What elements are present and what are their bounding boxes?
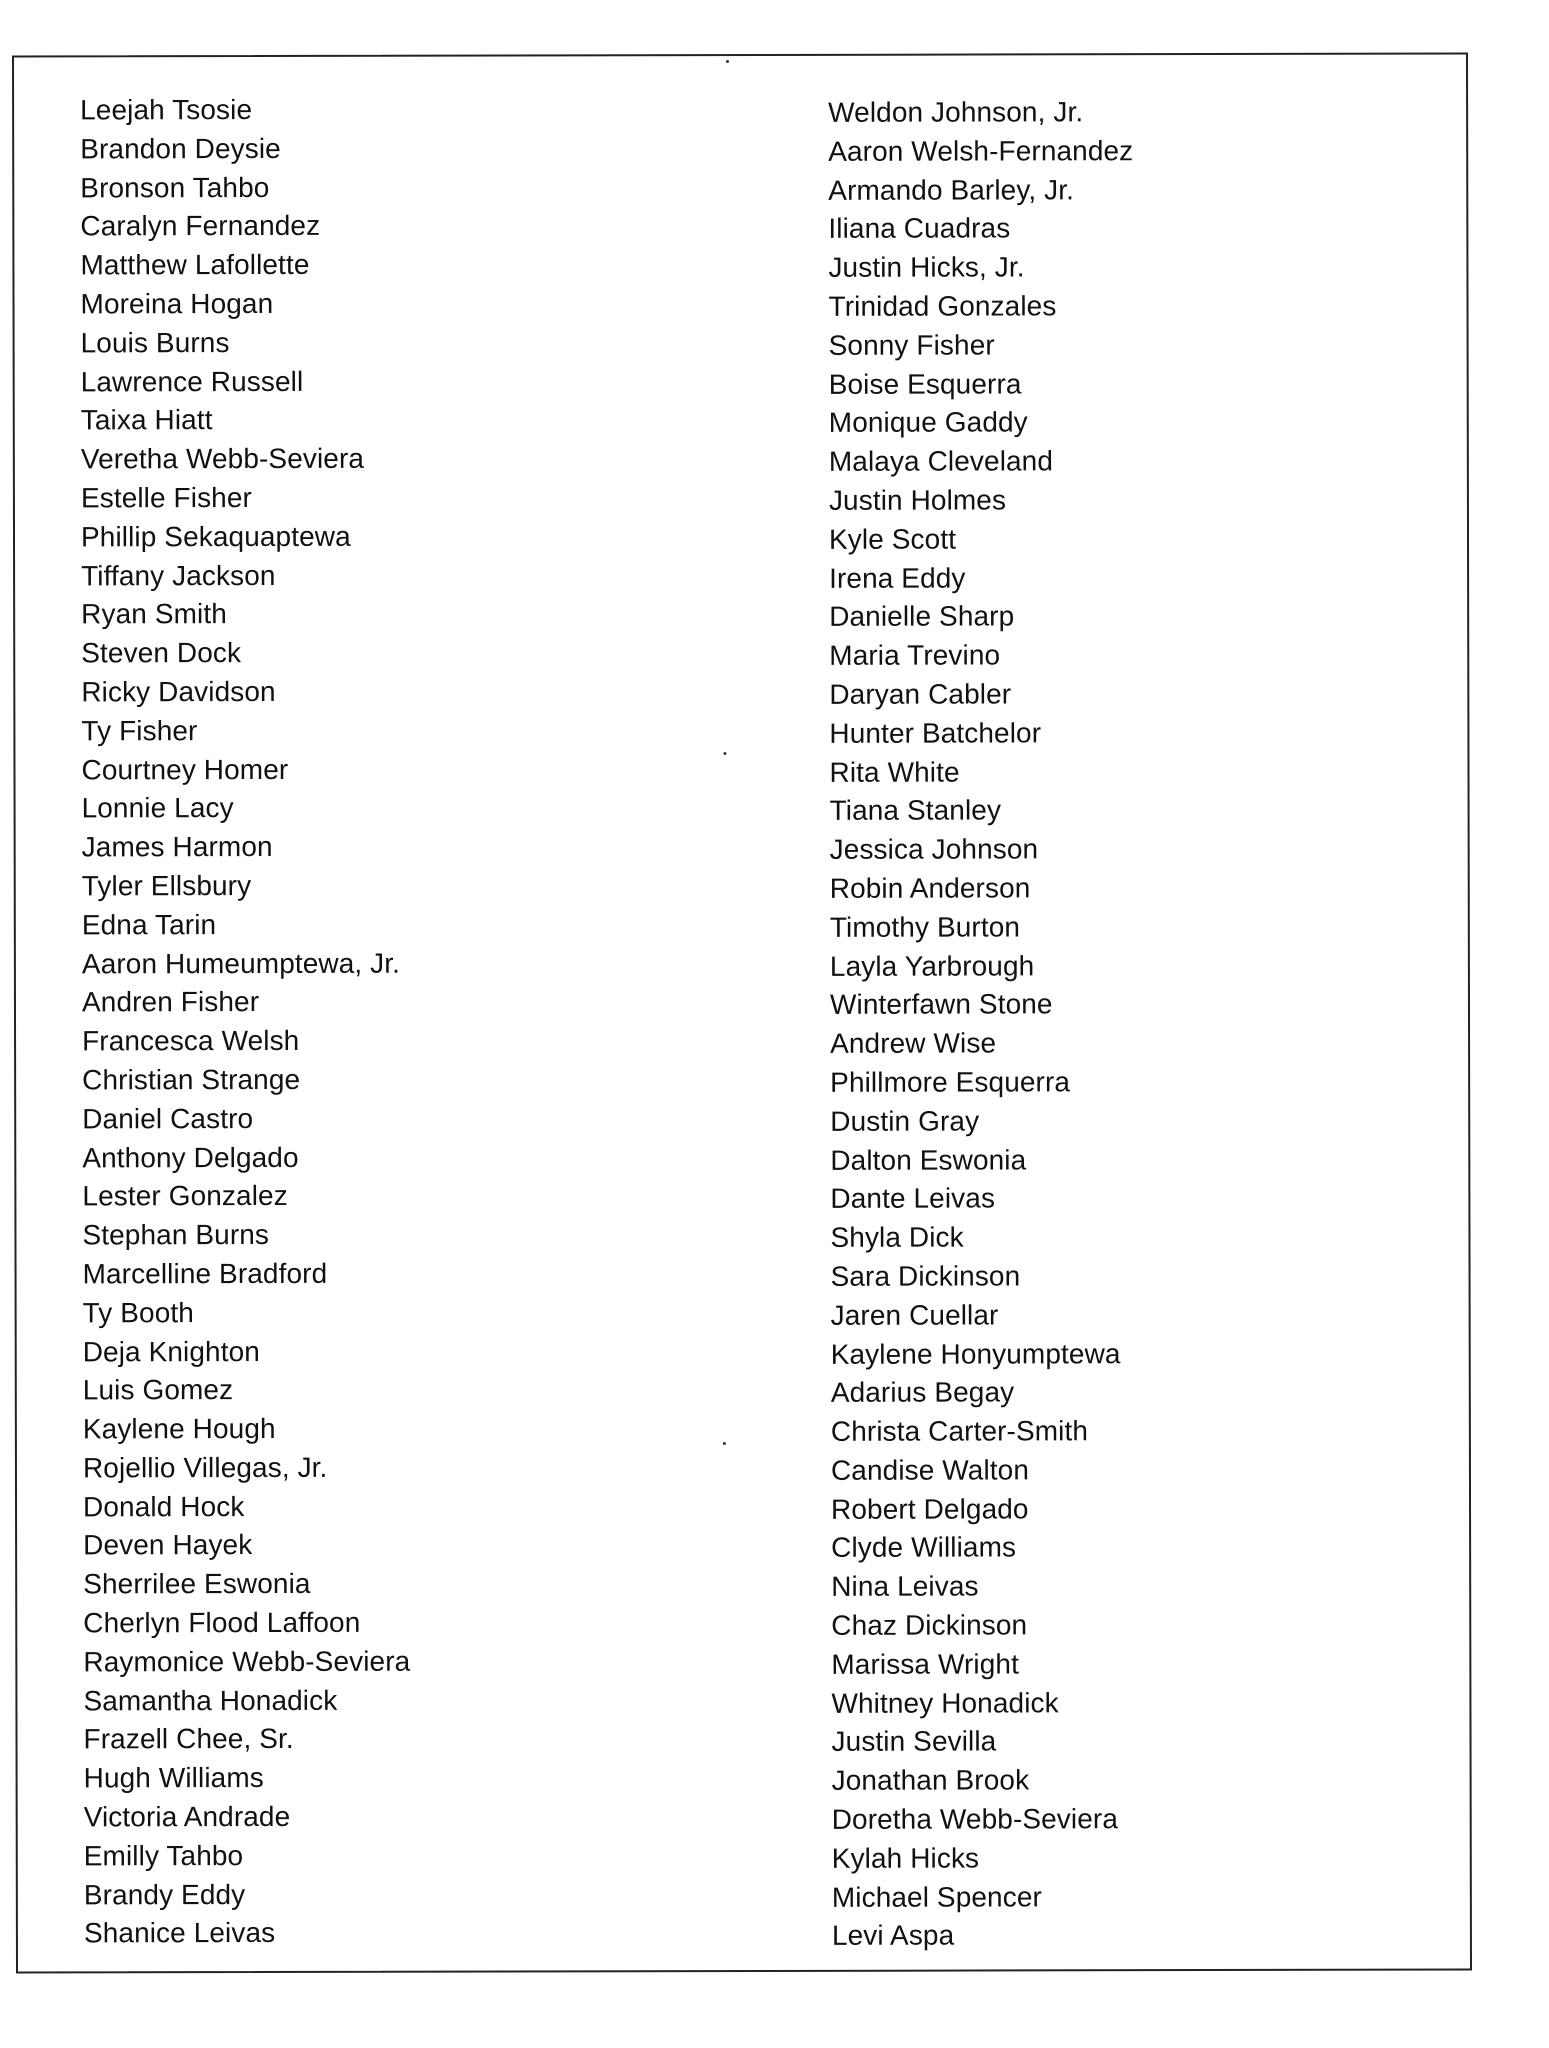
name-entry: Sara Dickinson (830, 1260, 1021, 1292)
name-entry: Donald Hock (82, 1490, 245, 1523)
name-entry: Sonny Fisher (828, 329, 995, 361)
name-entry: Leejah Tsosie (80, 94, 253, 126)
name-entry: Courtney Homer (81, 753, 289, 785)
name-entry: James Harmon (81, 831, 273, 863)
name-entry: Cherlyn Flood Laffoon (83, 1606, 361, 1639)
name-entry: Frazell Chee, Sr. (83, 1723, 294, 1755)
name-column-left (80, 91, 411, 1954)
name-entry: Jaren Cuellar (830, 1299, 999, 1331)
name-entry: Francesca Welsh (82, 1025, 300, 1057)
name-entry: Kaylene Honyumptewa (830, 1337, 1121, 1370)
name-entry: Tyler Ellsbury (81, 869, 252, 902)
name-entry: Samantha Honadick (83, 1684, 338, 1717)
name-entry: Sherrilee Eswonia (83, 1568, 311, 1600)
scan-speck (723, 1442, 726, 1445)
name-entry: Estelle Fisher (80, 481, 252, 514)
name-entry: Ryan Smith (81, 598, 227, 630)
name-entry: Luis Gomez (82, 1374, 234, 1406)
name-entry: Timothy Burton (829, 911, 1021, 943)
name-entry: Rita White (829, 756, 960, 788)
name-entry: Doretha Webb-Seviera (831, 1803, 1119, 1835)
name-entry: Tiana Stanley (829, 794, 1002, 827)
name-entry: Ty Booth (82, 1296, 194, 1329)
name-entry: Weldon Johnson, Jr. (828, 96, 1084, 128)
name-entry: Veretha Webb-Seviera (80, 442, 365, 475)
name-entry: Christa Carter-Smith (830, 1415, 1089, 1447)
name-entry: Dalton Eswonia (830, 1143, 1027, 1176)
name-entry: Shyla Dick (830, 1221, 964, 1253)
name-entry: Rojellio Villegas, Jr. (82, 1451, 328, 1484)
name-entry: Lester Gonzalez (82, 1180, 288, 1212)
name-entry: Dante Leivas (830, 1182, 996, 1215)
name-entry: Victoria Andrade (83, 1801, 291, 1833)
name-entry: Jonathan Brook (831, 1764, 1030, 1797)
name-entry: Chaz Dickinson (831, 1609, 1028, 1641)
document-border (12, 52, 1472, 1973)
name-entry: Caralyn Fernandez (80, 210, 321, 242)
name-entry: Trinidad Gonzales (828, 290, 1057, 322)
name-entry: Jessica Johnson (829, 833, 1039, 865)
name-entry: Layla Yarbrough (829, 949, 1035, 982)
name-entry: Stephan Burns (82, 1219, 270, 1251)
name-entry: Robin Anderson (829, 872, 1031, 904)
name-entry: Phillip Sekaquaptewa (80, 520, 351, 553)
scan-speck (723, 752, 726, 755)
name-entry: Candise Walton (830, 1454, 1030, 1486)
name-entry: Andrew Wise (830, 1027, 997, 1059)
name-entry: Louis Burns (80, 326, 230, 359)
name-entry: Michael Spencer (831, 1881, 1042, 1913)
name-entry: Danielle Sharp (829, 600, 1015, 633)
name-entry: Lonnie Lacy (81, 792, 234, 824)
name-entry: Brandy Eddy (83, 1878, 246, 1911)
name-entry: Edna Tarin (81, 908, 217, 941)
name-entry: Justin Sevilla (831, 1725, 997, 1758)
name-entry: Ty Fisher (81, 714, 198, 747)
name-entry: Kylah Hicks (831, 1842, 980, 1874)
scan-speck (726, 60, 729, 63)
name-entry: Iliana Cuadras (828, 212, 1011, 245)
name-entry: Monique Gaddy (828, 406, 1028, 439)
name-entry: Bronson Tahbo (80, 171, 270, 203)
name-entry: Christian Strange (82, 1063, 301, 1096)
name-entry: Winterfawn Stone (829, 988, 1053, 1021)
name-entry: Deja Knighton (82, 1335, 260, 1367)
name-entry: Daniel Castro (82, 1102, 254, 1135)
name-entry: Aaron Welsh-Fernandez (828, 134, 1134, 167)
name-entry: Deven Hayek (83, 1529, 253, 1561)
name-entry: Marcelline Bradford (82, 1257, 328, 1290)
name-entry: Matthew Lafollette (80, 249, 310, 281)
name-entry: Justin Hicks, Jr. (828, 251, 1025, 284)
name-entry: Dustin Gray (830, 1105, 980, 1137)
name-entry: Hunter Batchelor (829, 717, 1042, 749)
name-entry: Raymonice Webb-Seviera (83, 1645, 411, 1678)
name-entry: Marissa Wright (831, 1648, 1019, 1680)
name-entry: Malaya Cleveland (828, 445, 1054, 477)
name-entry: Maria Trevino (829, 639, 1001, 671)
name-entry: Andren Fisher (81, 986, 260, 1018)
name-column-right (828, 93, 1137, 1956)
name-entry: Shanice Leivas (83, 1917, 276, 1949)
name-entry: Whitney Honadick (831, 1687, 1059, 1719)
name-entry: Phillmore Esquerra (830, 1066, 1071, 1098)
name-entry: Anthony Delgado (82, 1141, 299, 1173)
name-entry: Emilly Tahbo (83, 1839, 244, 1872)
name-entry: Moreina Hogan (80, 287, 274, 320)
name-entry: Armando Barley, Jr. (828, 173, 1075, 206)
name-entry: Aaron Humeumptewa, Jr. (81, 947, 401, 979)
name-entry: Hugh Williams (83, 1762, 264, 1794)
name-entry: Steven Dock (81, 637, 242, 669)
name-entry: Levi Aspa (831, 1920, 955, 1952)
name-entry: Irena Eddy (829, 562, 966, 594)
name-entry: Justin Holmes (828, 484, 1007, 516)
name-entry: Daryan Cabler (829, 678, 1012, 710)
name-entry: Clyde Williams (831, 1531, 1017, 1564)
name-entry: Kyle Scott (828, 523, 957, 555)
name-entry: Brandon Deysie (80, 132, 281, 165)
name-entry: Robert Delgado (831, 1493, 1029, 1525)
name-entry: Kaylene Hough (82, 1413, 276, 1445)
name-entry: Taixa Hiatt (80, 404, 213, 436)
name-entry: Nina Leivas (831, 1570, 979, 1603)
name-entry: Tiffany Jackson (81, 559, 276, 591)
name-entry: Lawrence Russell (80, 365, 304, 397)
name-entry: Boise Esquerra (828, 367, 1022, 400)
name-entry: Adarius Begay (830, 1376, 1015, 1409)
name-entry: Ricky Davidson (81, 675, 276, 708)
